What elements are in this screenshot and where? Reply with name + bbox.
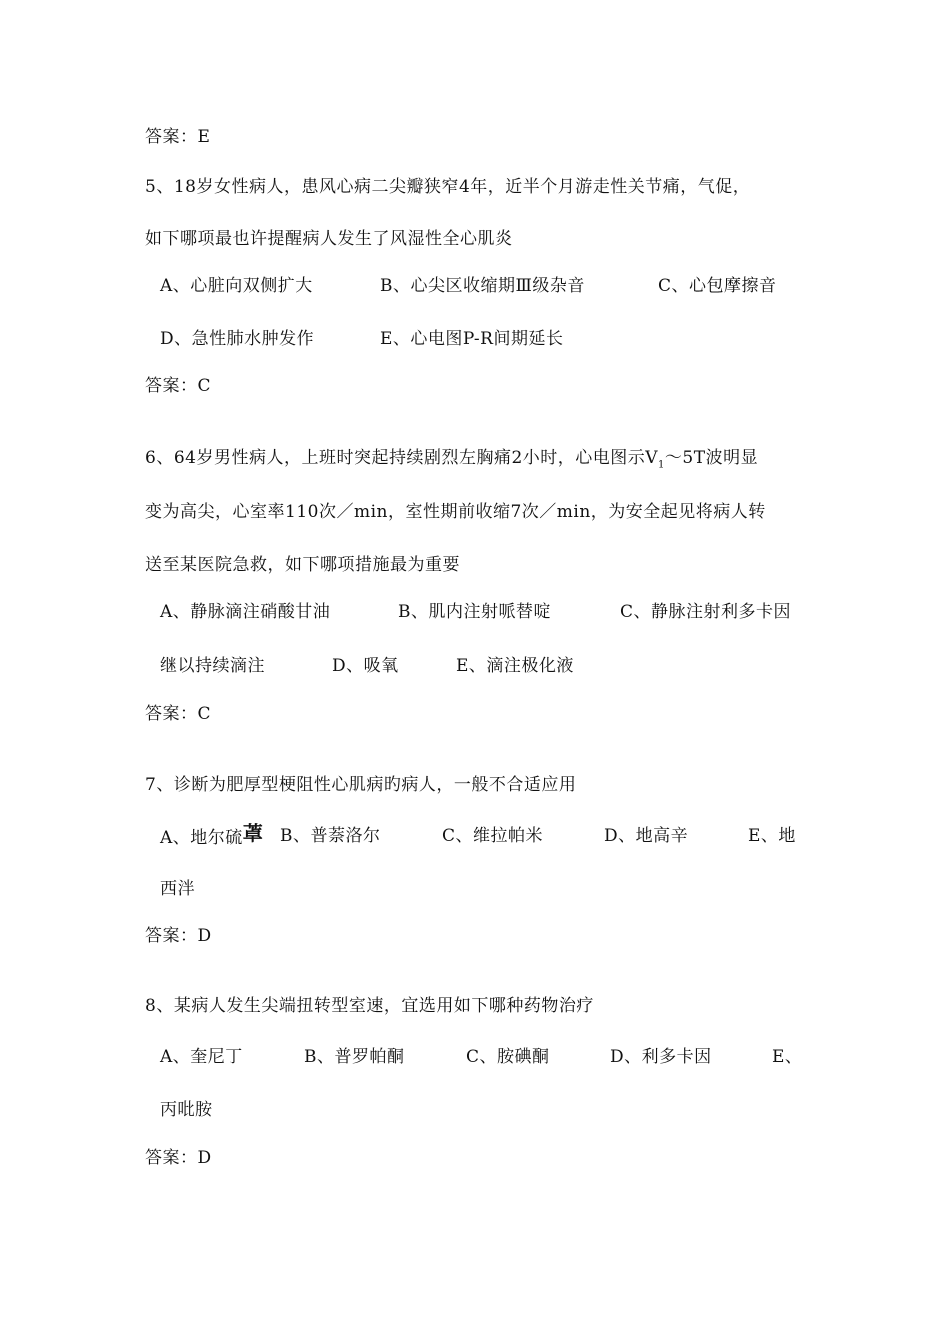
question-8-option-e: E、 <box>772 1047 803 1067</box>
question-6-stem-line-1-tail: ～5T波明显 <box>664 448 759 468</box>
question-7-option-c: C、维拉帕米 <box>442 826 544 846</box>
question-5-option-c: C、心包摩擦音 <box>658 276 777 296</box>
question-7-stem: 7、诊断为肥厚型梗阻性心肌病旳病人，一般不合适应用 <box>145 775 577 795</box>
question-6-subscript: 1 <box>658 459 665 471</box>
answer-q6: 答案：C <box>145 704 212 724</box>
question-7-option-e: E、地 <box>748 826 796 846</box>
question-6-option-d: D、吸氧 <box>332 656 399 676</box>
question-6-option-b: B、肌内注射哌替啶 <box>398 602 551 622</box>
question-8-option-c: C、胺碘酮 <box>466 1047 550 1067</box>
question-7-option-d: D、地高辛 <box>604 826 689 846</box>
question-7-option-a <box>160 821 264 849</box>
question-8-stem: 8、某病人发生尖端扭转型室速，宜选用如下哪种药物治疗 <box>145 996 594 1016</box>
question-6-option-a: A、静脉滴注硝酸甘油 <box>160 602 331 622</box>
question-6-stem-line-1-text: 6、64岁男性病人，上班时突起持续剧烈左胸痛2小时，心电图示V <box>145 448 659 468</box>
question-6-stem-line-2: 变为高尖，心室率110次／min，室性期前收缩7次／min，为安全起见将病人转 <box>145 502 766 522</box>
question-6-option-c-continued: 继以持续滴注 <box>160 656 265 676</box>
answer-q5: 答案：C <box>145 376 212 396</box>
question-8-option-b: B、普罗帕酮 <box>304 1047 405 1067</box>
question-6-stem-line-1 <box>145 447 758 476</box>
question-5-option-a: A、心脏向双侧扩大 <box>160 276 313 296</box>
question-8-option-d: D、利多卡因 <box>610 1047 712 1067</box>
answer-q4: 答案：E <box>145 127 211 147</box>
question-5-stem-line-1: 5、18岁女性病人，患风心病二尖瓣狭窄4年，近半个月游走性关节痛，气促， <box>145 177 751 197</box>
answer-q8: 答案：D <box>145 1148 212 1168</box>
question-7-option-a-text: A、地尔硫 <box>160 828 243 848</box>
question-8-option-a: A、奎尼丁 <box>160 1047 243 1067</box>
question-5-stem-line-2: 如下哪项最也许提醒病人发生了风湿性全心肌炎 <box>145 229 513 249</box>
question-7-option-a-glyph: 䓬 <box>242 821 264 845</box>
question-6-option-e: E、滴注极化液 <box>456 656 574 676</box>
question-6-option-c: C、静脉注射利多卡因 <box>620 602 792 622</box>
question-6-stem-line-3: 送至某医院急救，如下哪项措施最为重要 <box>145 555 460 575</box>
question-7-option-e-continued: 西泮 <box>160 879 195 899</box>
question-7-option-b: B、普萘洛尔 <box>280 826 381 846</box>
question-8-option-e-continued: 丙吡胺 <box>160 1100 213 1120</box>
answer-q7: 答案：D <box>145 926 212 946</box>
question-5-option-e: E、心电图P-R间期延长 <box>380 329 564 349</box>
question-5-option-b: B、心尖区收缩期Ⅲ级杂音 <box>380 276 585 296</box>
question-5-option-d: D、急性肺水肿发作 <box>160 329 315 349</box>
